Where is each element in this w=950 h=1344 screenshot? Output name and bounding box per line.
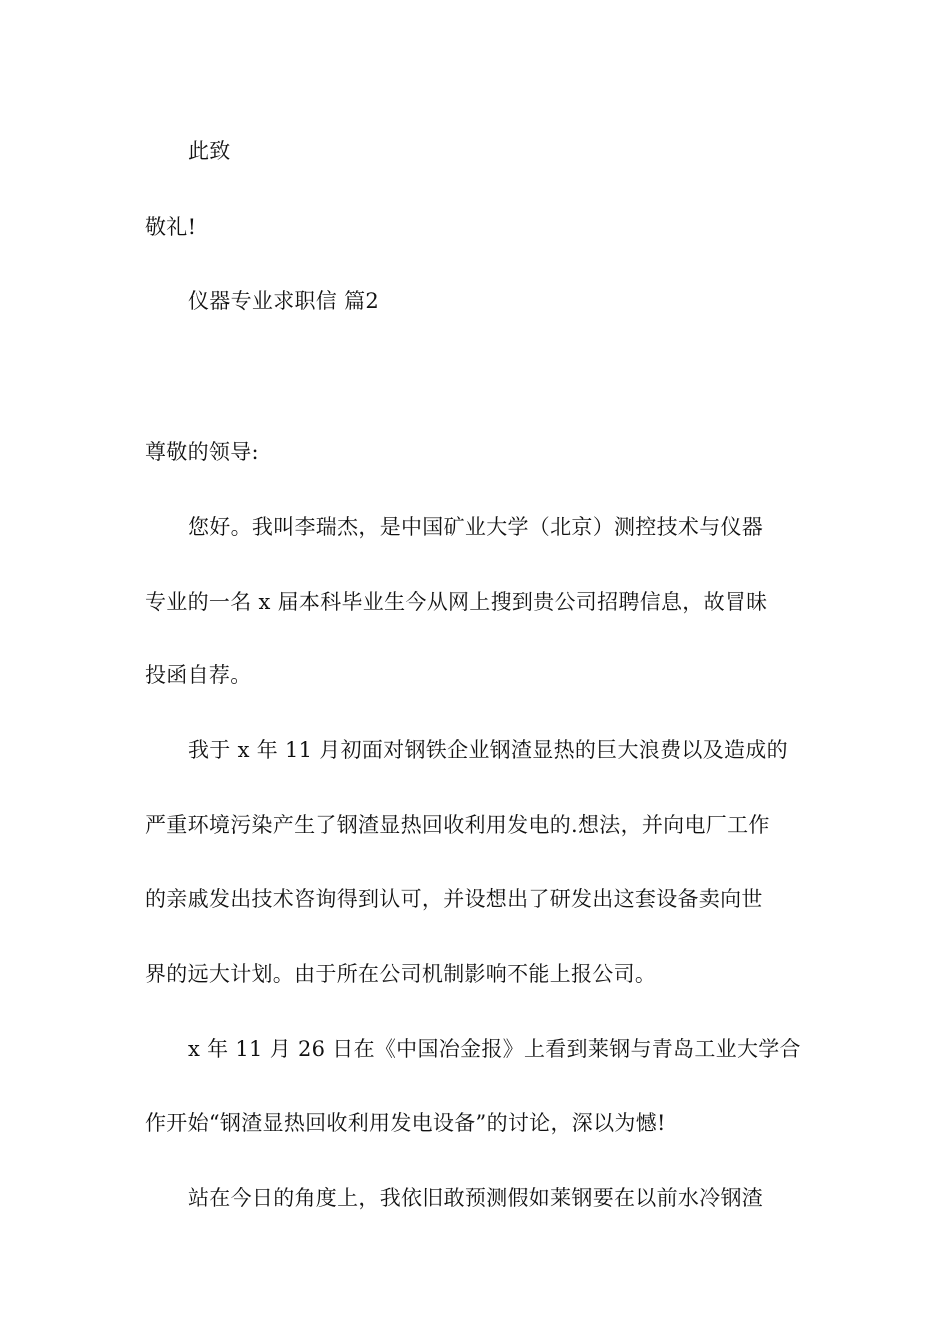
body-line: 您好。我叫李瑞杰，是中国矿业大学（北京）测控技术与仪器 (188, 515, 764, 539)
body-line: 的亲戚发出技术咨询得到认可，并设想出了研发出这套设备卖向世 (145, 887, 763, 911)
body-line: 站在今日的角度上，我依旧敢预测假如莱钢要在以前水冷钢渣 (188, 1186, 764, 1210)
body-line: 投函自荐。 (145, 663, 252, 687)
closing-line-2: 敬礼! (145, 215, 197, 239)
closing-line-1: 此致 (188, 139, 231, 163)
body-line: 作开始“钢渣显热回收利用发电设备”的讨论，深以为憾! (145, 1111, 666, 1135)
body-line: 我于 x 年 11 月初面对钢铁企业钢渣显热的巨大浪费以及造成的 (188, 738, 788, 762)
body-line: 界的远大计划。由于所在公司机制影响不能上报公司。 (145, 962, 657, 986)
salutation: 尊敬的领导: (145, 440, 259, 464)
section-heading: 仪器专业求职信 篇2 (188, 289, 380, 313)
body-line: x 年 11 月 26 日在《中国冶金报》上看到莱钢与青岛工业大学合 (188, 1037, 801, 1061)
body-line: 专业的一名 x 届本科毕业生今从网上搜到贵公司招聘信息，故冒昧 (145, 590, 768, 614)
body-line: 严重环境污染产生了钢渣显热回收利用发电的.想法，并向电厂工作 (145, 813, 770, 837)
